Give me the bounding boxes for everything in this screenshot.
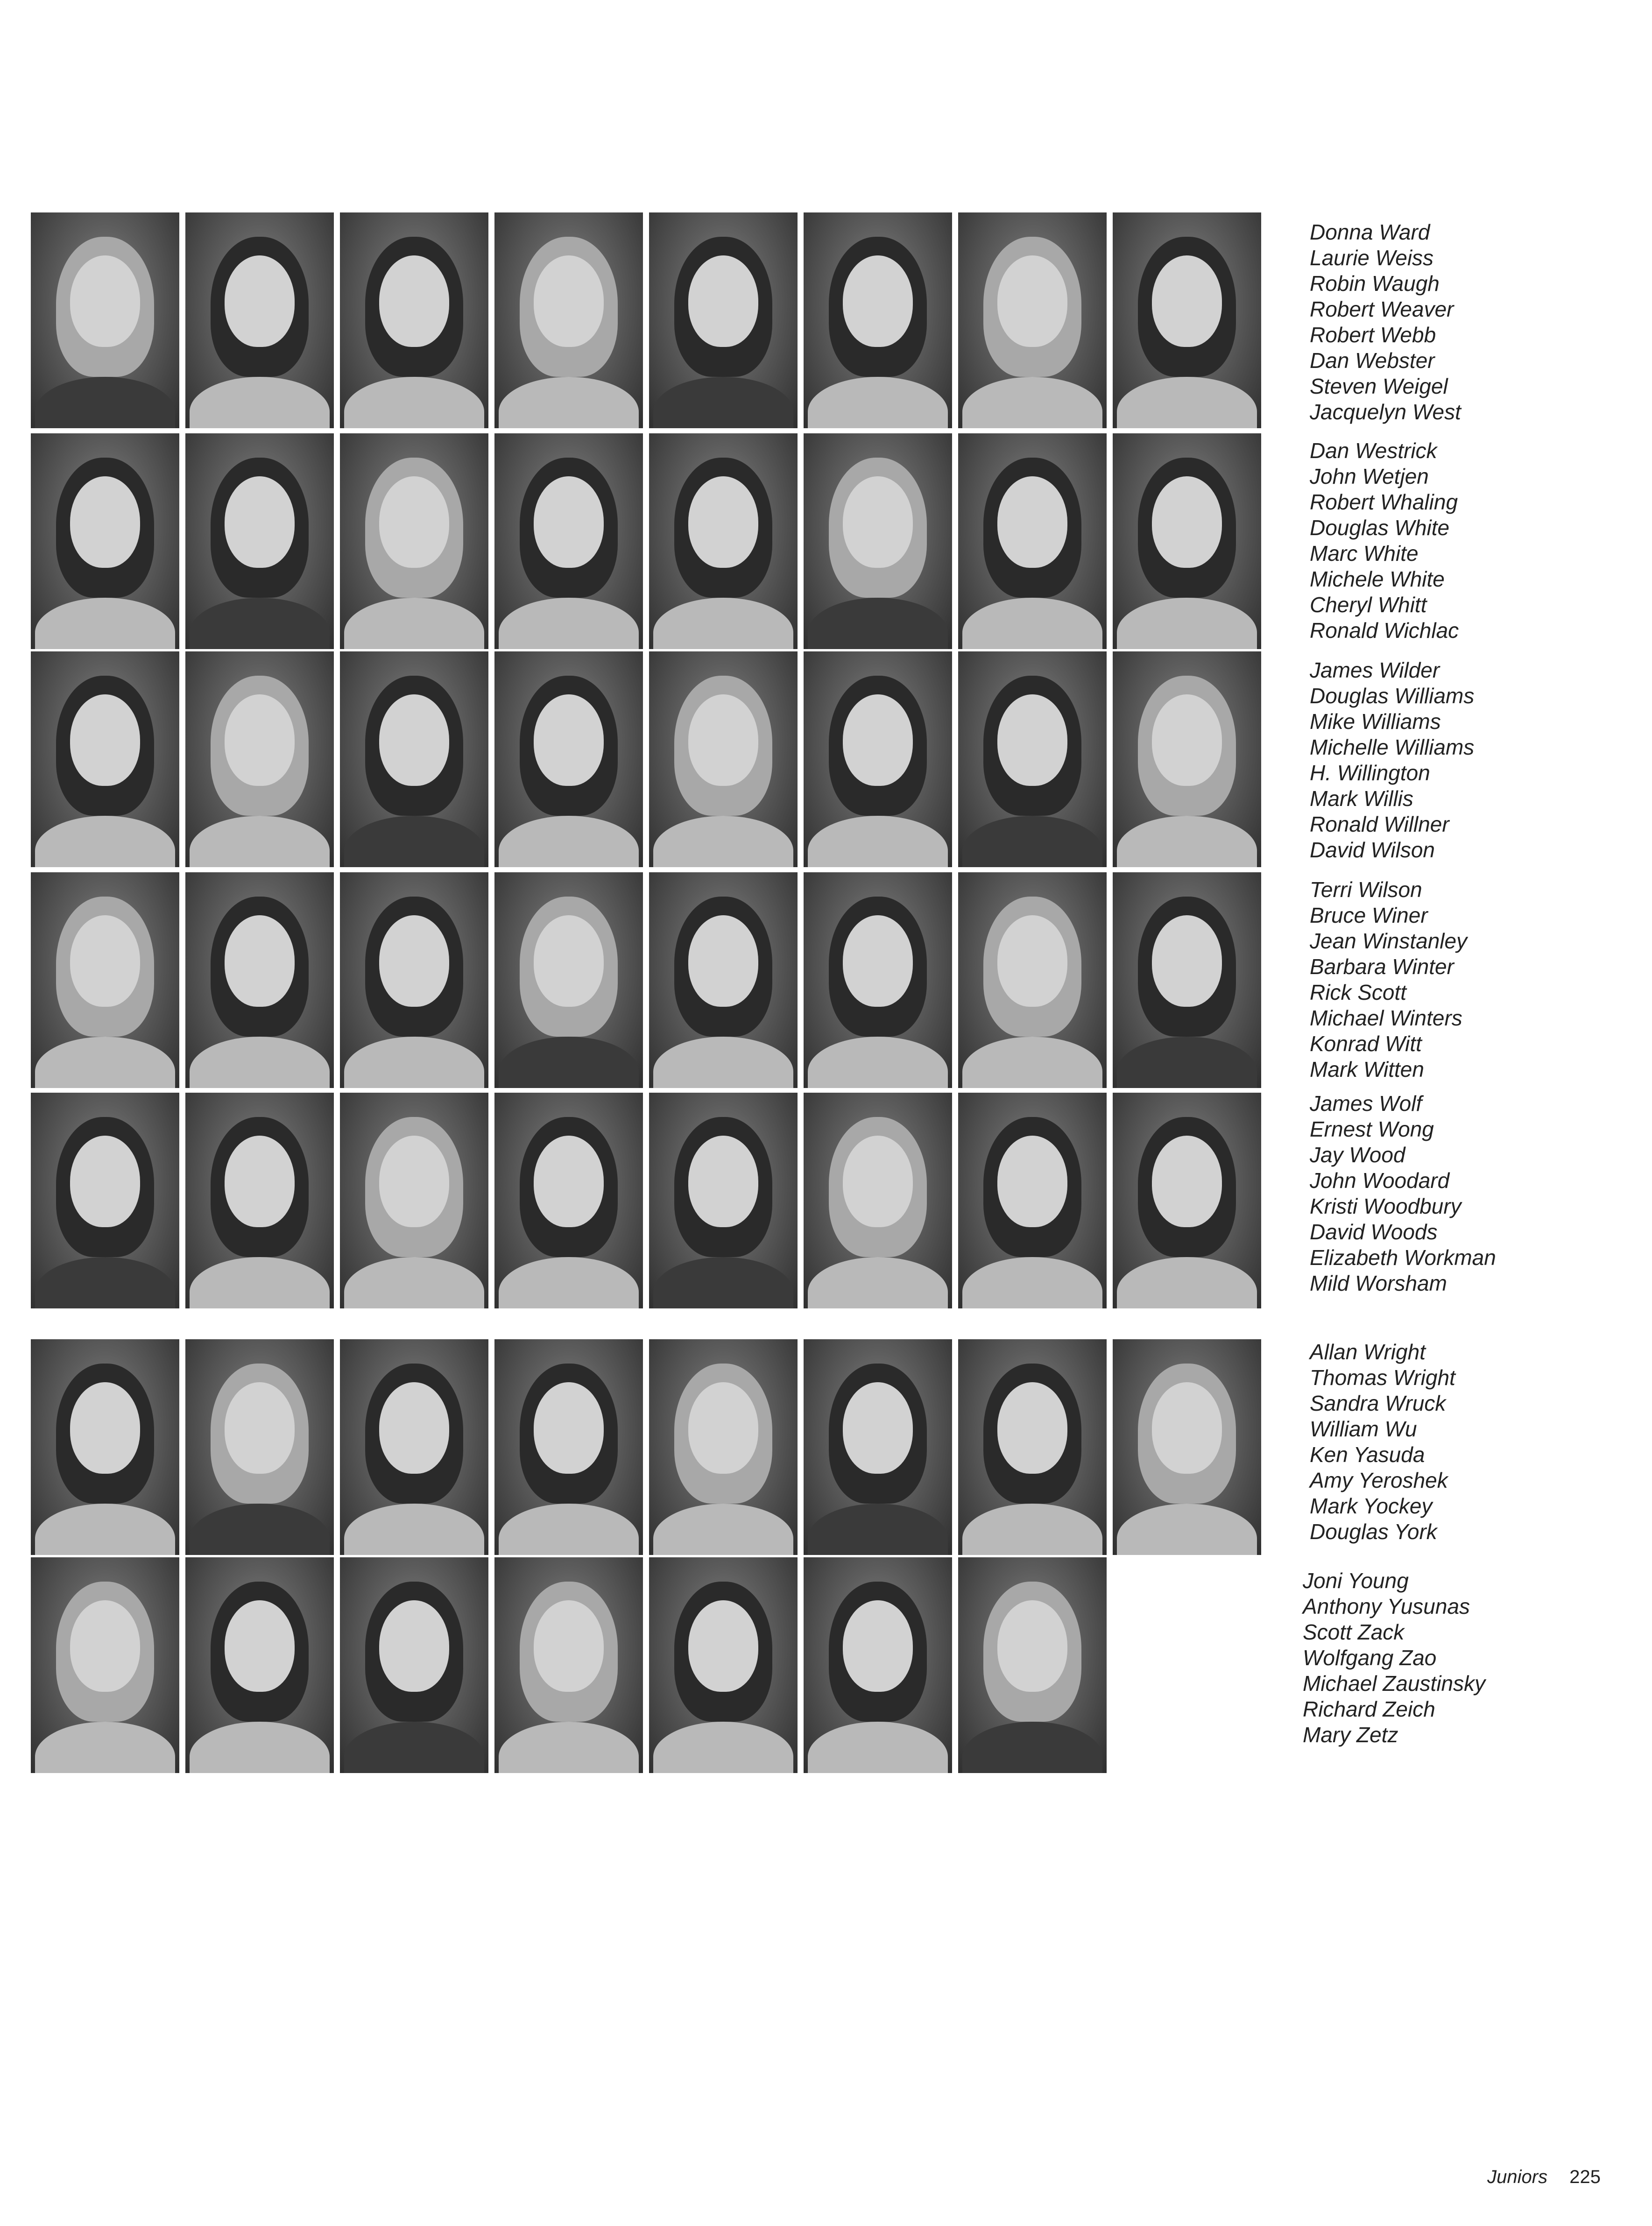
portrait-face: [997, 1136, 1067, 1227]
student-name: William Wu: [1310, 1417, 1417, 1441]
portrait-body: [190, 1257, 330, 1308]
student-portrait: [649, 433, 798, 649]
page-number: 225: [1569, 2167, 1601, 2187]
portrait-body: [1117, 377, 1257, 428]
student-portrait: [1113, 433, 1261, 649]
student-portrait: [185, 651, 334, 867]
portrait-face: [843, 1600, 913, 1692]
portrait-body: [1117, 816, 1257, 867]
portrait-body: [808, 1504, 948, 1555]
portrait-face: [688, 1382, 758, 1474]
portrait-body: [35, 1722, 175, 1773]
student-name: James Wolf: [1310, 1091, 1422, 1116]
student-portrait: [804, 651, 952, 867]
portrait-face: [997, 476, 1067, 568]
portrait-face: [225, 255, 295, 347]
name-list: [1310, 877, 1467, 1082]
portrait-body: [1117, 1037, 1257, 1088]
student-portrait: [340, 651, 488, 867]
portrait-body: [653, 1722, 793, 1773]
portrait-body: [499, 1722, 639, 1773]
student-name: John Wetjen: [1310, 464, 1429, 488]
student-portrait: [31, 1557, 179, 1773]
student-portrait: [958, 433, 1107, 649]
portrait-body: [653, 1504, 793, 1555]
student-portrait: [649, 212, 798, 428]
student-portrait: [649, 1339, 798, 1555]
student-name: James Wilder: [1310, 658, 1440, 682]
portrait-body: [344, 816, 484, 867]
student-name: Mark Willis: [1310, 786, 1413, 811]
portrait-body: [35, 377, 175, 428]
student-name: Konrad Witt: [1310, 1032, 1422, 1056]
student-portrait: [31, 1339, 179, 1555]
student-name: Wolfgang Zao: [1303, 1646, 1437, 1670]
section-label: Juniors: [1487, 2167, 1548, 2187]
portrait-face: [688, 1600, 758, 1692]
portrait-body: [653, 598, 793, 649]
student-portrait: [31, 212, 179, 428]
portrait-body: [190, 598, 330, 649]
portrait-face: [688, 255, 758, 347]
student-name: Douglas White: [1310, 516, 1450, 540]
portrait-face: [379, 1136, 449, 1227]
student-name: Steven Weigel: [1310, 374, 1448, 398]
student-portrait: [804, 1093, 952, 1308]
name-list: [1310, 657, 1474, 863]
student-name: Donna Ward: [1310, 220, 1430, 244]
student-name: Ronald Willner: [1310, 812, 1449, 836]
portrait-face: [70, 1382, 140, 1474]
student-name: Robert Weaver: [1310, 297, 1454, 321]
portrait-body: [35, 1504, 175, 1555]
portrait-face: [225, 1136, 295, 1227]
student-portrait: [1113, 651, 1261, 867]
student-name: Cheryl Whitt: [1310, 593, 1427, 617]
student-portrait: [1113, 1093, 1261, 1308]
portrait-face: [379, 1382, 449, 1474]
portrait-face: [534, 915, 604, 1007]
portrait-face: [843, 255, 913, 347]
portrait-face: [843, 1382, 913, 1474]
student-portrait: [649, 872, 798, 1088]
portrait-body: [344, 1504, 484, 1555]
portrait-face: [70, 476, 140, 568]
portrait-body: [962, 598, 1102, 649]
student-portrait: [340, 1093, 488, 1308]
name-list: [1310, 1339, 1455, 1545]
portrait-face: [688, 476, 758, 568]
portrait-face: [70, 694, 140, 786]
student-name: Dan Westrick: [1310, 438, 1437, 463]
student-name: Marc White: [1310, 541, 1419, 565]
student-name: H. Willington: [1310, 761, 1430, 785]
student-name: Kristi Woodbury: [1310, 1194, 1461, 1218]
portrait-face: [379, 255, 449, 347]
portrait-body: [190, 816, 330, 867]
portrait-face: [225, 915, 295, 1007]
student-name: Robin Waugh: [1310, 271, 1440, 296]
student-name: Thomas Wright: [1310, 1365, 1455, 1390]
portrait-face: [70, 1600, 140, 1692]
portrait-body: [344, 1037, 484, 1088]
student-name: Mike Williams: [1310, 709, 1441, 734]
name-list: [1310, 1091, 1496, 1296]
portrait-body: [1117, 1257, 1257, 1308]
student-portrait: [804, 433, 952, 649]
student-name: Allan Wright: [1310, 1340, 1426, 1364]
student-name: Douglas York: [1310, 1519, 1437, 1544]
portrait-body: [1117, 598, 1257, 649]
student-portrait: [185, 1557, 334, 1773]
portrait-face: [225, 476, 295, 568]
portrait-face: [688, 915, 758, 1007]
student-name: Richard Zeich: [1303, 1697, 1435, 1721]
portrait-body: [499, 1504, 639, 1555]
portrait-face: [1152, 915, 1222, 1007]
name-list: [1303, 1568, 1485, 1748]
portrait-face: [534, 694, 604, 786]
student-portrait: [649, 651, 798, 867]
portrait-body: [962, 816, 1102, 867]
student-name: Michael Zaustinsky: [1303, 1671, 1486, 1696]
portrait-face: [843, 915, 913, 1007]
portrait-body: [962, 1037, 1102, 1088]
portrait-face: [843, 476, 913, 568]
student-portrait: [649, 1093, 798, 1308]
portrait-body: [35, 816, 175, 867]
portrait-body: [35, 1257, 175, 1308]
student-portrait: [1113, 872, 1261, 1088]
portrait-face: [534, 1382, 604, 1474]
student-portrait: [494, 1093, 643, 1308]
student-name: Ernest Wong: [1310, 1117, 1434, 1141]
portrait-body: [190, 1037, 330, 1088]
student-name: Terri Wilson: [1310, 877, 1422, 902]
student-name: Robert Webb: [1310, 323, 1436, 347]
portrait-face: [70, 1136, 140, 1227]
student-portrait: [804, 1557, 952, 1773]
portrait-body: [653, 1037, 793, 1088]
portrait-body: [808, 1722, 948, 1773]
student-name: Dan Webster: [1310, 348, 1435, 373]
portrait-face: [1152, 694, 1222, 786]
student-name: John Woodard: [1310, 1168, 1450, 1193]
portrait-body: [808, 816, 948, 867]
portrait-body: [962, 1504, 1102, 1555]
portrait-face: [997, 255, 1067, 347]
portrait-body: [653, 816, 793, 867]
portrait-face: [534, 1600, 604, 1692]
student-portrait: [494, 212, 643, 428]
student-portrait: [958, 872, 1107, 1088]
portrait-body: [808, 377, 948, 428]
portrait-body: [499, 816, 639, 867]
portrait-body: [499, 1257, 639, 1308]
portrait-face: [70, 915, 140, 1007]
student-portrait: [185, 433, 334, 649]
student-name: Rick Scott: [1310, 980, 1407, 1004]
student-portrait: [494, 1339, 643, 1555]
portrait-body: [190, 1504, 330, 1555]
portrait-body: [962, 377, 1102, 428]
student-name: Michelle Williams: [1310, 735, 1475, 759]
student-portrait: [1113, 1339, 1261, 1555]
student-portrait: [185, 212, 334, 428]
student-name: David Wilson: [1310, 838, 1435, 862]
portrait-body: [499, 377, 639, 428]
portrait-body: [344, 598, 484, 649]
student-name: Mild Worsham: [1310, 1271, 1447, 1295]
student-portrait: [958, 1093, 1107, 1308]
name-list: [1310, 438, 1459, 643]
student-name: David Woods: [1310, 1220, 1438, 1244]
student-portrait: [340, 872, 488, 1088]
portrait-face: [1152, 1136, 1222, 1227]
student-name: Mark Witten: [1310, 1057, 1424, 1081]
student-portrait: [649, 1557, 798, 1773]
student-portrait: [340, 1557, 488, 1773]
portrait-face: [379, 694, 449, 786]
portrait-face: [534, 476, 604, 568]
student-portrait: [958, 1339, 1107, 1555]
student-name: Bruce Winer: [1310, 903, 1428, 927]
student-name: Sandra Wruck: [1310, 1391, 1446, 1415]
student-name: Jay Wood: [1310, 1143, 1405, 1167]
portrait-face: [379, 1600, 449, 1692]
student-name: Michael Winters: [1310, 1006, 1462, 1030]
portrait-body: [35, 1037, 175, 1088]
student-portrait: [804, 1339, 952, 1555]
student-portrait: [340, 433, 488, 649]
student-portrait: [804, 212, 952, 428]
portrait-face: [997, 915, 1067, 1007]
student-portrait: [185, 1339, 334, 1555]
portrait-face: [1152, 255, 1222, 347]
portrait-body: [499, 598, 639, 649]
portrait-face: [379, 476, 449, 568]
student-name: Anthony Yusunas: [1303, 1594, 1470, 1618]
portrait-face: [688, 1136, 758, 1227]
student-portrait: [958, 212, 1107, 428]
student-portrait: [185, 872, 334, 1088]
name-list: [1310, 219, 1461, 425]
student-name: Mark Yockey: [1310, 1494, 1433, 1518]
student-portrait: [31, 1093, 179, 1308]
portrait-face: [1152, 1382, 1222, 1474]
portrait-body: [344, 377, 484, 428]
portrait-face: [225, 1382, 295, 1474]
portrait-face: [843, 694, 913, 786]
student-portrait: [31, 433, 179, 649]
student-portrait: [340, 1339, 488, 1555]
portrait-face: [997, 694, 1067, 786]
student-portrait: [494, 651, 643, 867]
portrait-face: [534, 1136, 604, 1227]
student-name: Elizabeth Workman: [1310, 1245, 1496, 1270]
portrait-face: [534, 255, 604, 347]
portrait-body: [962, 1257, 1102, 1308]
portrait-face: [225, 694, 295, 786]
portrait-body: [653, 377, 793, 428]
student-name: Douglas Williams: [1310, 684, 1475, 708]
portrait-face: [1152, 476, 1222, 568]
student-name: Mary Zetz: [1303, 1723, 1398, 1747]
student-portrait: [494, 433, 643, 649]
portrait-body: [808, 1037, 948, 1088]
student-portrait: [804, 872, 952, 1088]
portrait-body: [808, 1257, 948, 1308]
student-name: Jean Winstanley: [1310, 929, 1468, 953]
student-name: Joni Young: [1303, 1569, 1409, 1593]
page-footer: [1487, 2167, 1601, 2188]
portrait-body: [344, 1257, 484, 1308]
portrait-face: [225, 1600, 295, 1692]
student-name: Amy Yeroshek: [1310, 1468, 1448, 1492]
portrait-body: [653, 1257, 793, 1308]
student-portrait: [340, 212, 488, 428]
student-portrait: [1113, 212, 1261, 428]
portrait-face: [997, 1382, 1067, 1474]
student-name: Ken Yasuda: [1310, 1442, 1425, 1467]
portrait-body: [190, 377, 330, 428]
portrait-face: [843, 1136, 913, 1227]
student-portrait: [494, 1557, 643, 1773]
portrait-body: [1117, 1504, 1257, 1555]
portrait-face: [379, 915, 449, 1007]
portrait-face: [70, 255, 140, 347]
student-portrait: [31, 872, 179, 1088]
student-name: Michele White: [1310, 567, 1445, 591]
portrait-body: [499, 1037, 639, 1088]
student-name: Scott Zack: [1303, 1620, 1405, 1644]
portrait-body: [190, 1722, 330, 1773]
student-name: Laurie Weiss: [1310, 246, 1434, 270]
portrait-body: [344, 1722, 484, 1773]
student-portrait: [958, 651, 1107, 867]
portrait-body: [808, 598, 948, 649]
student-name: Jacquelyn West: [1310, 400, 1461, 424]
student-name: Barbara Winter: [1310, 954, 1454, 979]
student-portrait: [31, 651, 179, 867]
portrait-face: [997, 1600, 1067, 1692]
student-portrait: [958, 1557, 1107, 1773]
portrait-face: [688, 694, 758, 786]
student-name: Ronald Wichlac: [1310, 618, 1459, 643]
student-portrait: [494, 872, 643, 1088]
student-name: Robert Whaling: [1310, 490, 1458, 514]
portrait-body: [962, 1722, 1102, 1773]
portrait-body: [35, 598, 175, 649]
student-portrait: [185, 1093, 334, 1308]
